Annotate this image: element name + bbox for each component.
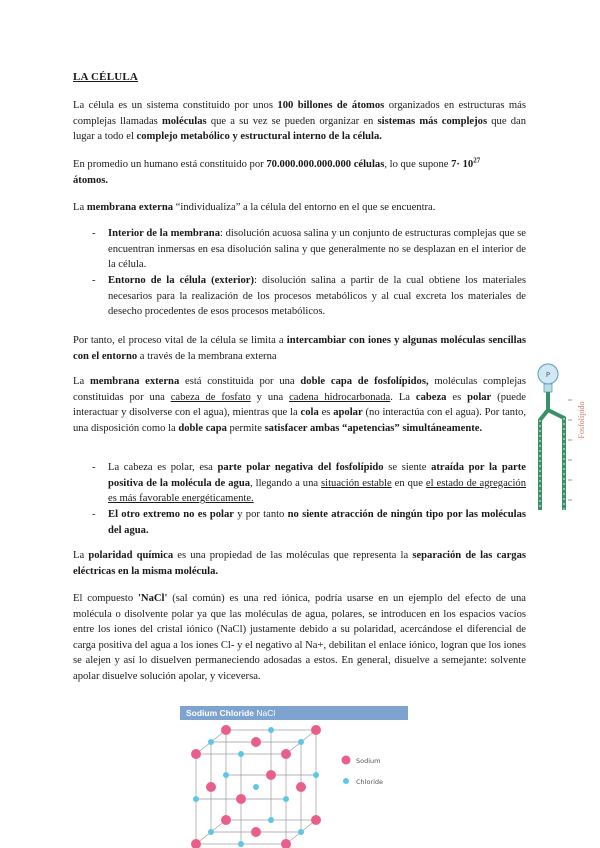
phospholipid-figure xyxy=(528,360,592,526)
legend-sodium-label: Sodium xyxy=(356,757,381,765)
nacl-figure xyxy=(180,706,408,848)
paragraph-polarity: La polaridad química es una propiedad de las moléculas que representa la separación de las cargas eléctricas en la misma molécula. xyxy=(73,550,527,577)
paragraph-intro: La célula es un sistema constituido por unos 100 billones de átomos organizados en estructuras más complejas llamadas moléculas que a su vez se pueden organizar en sistemas más complejos que dan lugar a todo el complejo metabólico y estructural interno de la célula. xyxy=(73,100,527,142)
paragraph-exchange: Por tanto, el proceso vital de la célula se limita a intercambiar con iones y algunas moléculas sencillas con el entorno a través de la membrana externa xyxy=(73,335,526,362)
glycerol-block xyxy=(544,384,552,392)
svg-text:P: P xyxy=(545,371,551,379)
paragraph-bilayer: La membrana externa está constituida por una doble capa de fosfolípidos, moléculas complejas constituidas por una cabeza de fosfato y una cadena hidrocarbonada. La cabeza es polar (puede interactuar y disolverse con el agua), mientras que la cola es apolar (no interactúa con el agua). Por tanto, una disposición como la doble capa permite satisfacer ambas “apetencias” simultáneamente. xyxy=(73,376,527,434)
list-dash: - xyxy=(92,509,96,520)
list-item: - La cabeza es polar, esa parte polar negativa del fosfolípido se siente atraída por la parte positiva de la molécula de agua, llegando a una situación estable en que el estado de agregación es más favorable energéticamente. xyxy=(92,462,527,504)
nacl-header: Sodium Chloride NaCl xyxy=(180,706,408,720)
page-title: LA CÉLULA xyxy=(73,71,139,83)
paragraph-human-cells: En promedio un humano está constituido por 70.000.000.000.000 células, lo que supone $7\cdot 10^{27}$ átomos. xyxy=(73,156,481,186)
legend-chloride-label: Chloride xyxy=(356,778,384,786)
list-item: - Interior de la membrana: disolución acuosa salina y un conjunto de estructuras complejas que se encuentran inmersas en esa disolución salina y que generalmente no se desplazan en el interior de la célula. xyxy=(92,228,526,270)
list-dash: - xyxy=(92,275,96,286)
legend-sodium-icon xyxy=(342,756,351,765)
paragraph-nacl: El compuesto 'NaCl' (sal común) es una red iónica, podría usarse en un ejemplo del efecto de una molécula o disolvente polar ya que las moléculas de agua, polares, se introducen en los espacios vacíos entre los iones del cristal iónico (NaCl) justamente debido a su polaridad, acercándose el diferencial de carga positiva del agua a los iones Cl- y el negativo al Na+, debilitan el enlace iónico, logran que los iones se alejen y así lo disuelven permaneciendo adosadas a estos. En general, disuelve a semejante: solvente apolar disuelve solución apolar, y viceversa. xyxy=(73,593,526,682)
list-dash: - xyxy=(92,228,96,239)
legend-chloride-icon xyxy=(343,778,349,784)
tail-right xyxy=(548,392,564,510)
list-item: - El otro extremo no es polar y por tanto no siente atracción de ningún tipo por las moléculas del agua. xyxy=(92,509,527,536)
list-dash: - xyxy=(92,462,96,473)
paragraph-membrane: La membrana externa “individualiza” a la célula del entorno en el que se encuentra. xyxy=(73,202,436,213)
list-item: - Entorno de la célula (exterior): disolución salina a partir de la cual obtiene los materiales necesarios para la realización de los procesos metabólicos y al cual excreta los materiales de desecho procedentes de esos procesos metabólicos. xyxy=(92,275,526,317)
phospholipid-label: Fosfolípido xyxy=(577,401,586,439)
nacl-lattice xyxy=(180,720,408,848)
